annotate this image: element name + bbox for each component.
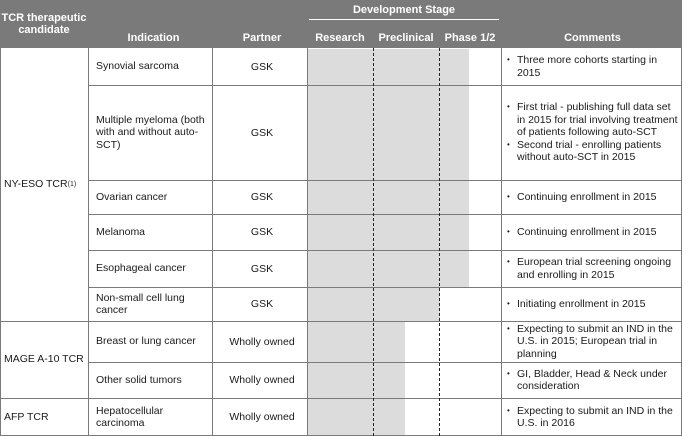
indication-cell: Multiple myeloma (both with and without auto-SCT) (96, 113, 205, 151)
row-divider (0, 321, 682, 322)
table-header (0, 0, 682, 48)
stage-progress-bar (308, 322, 405, 362)
indication-cell: Hepatocellular carcinoma (96, 404, 164, 429)
stage-divider (439, 48, 440, 436)
comments-cell (507, 48, 680, 85)
header-research: Research (315, 32, 365, 44)
candidate-cell (4, 321, 86, 398)
comment-bullet (507, 101, 680, 139)
partner-cell: GSK (250, 262, 274, 275)
comments-cell (507, 214, 680, 250)
comment-text: Continuing enrollment in 2015 (517, 190, 657, 203)
indication-cell: Synovial sarcoma (96, 60, 179, 73)
partner-cell: Wholly owned (229, 411, 295, 423)
candidate-cell: NY-ESO TCR (1) (4, 178, 77, 190)
comments-cell (507, 362, 680, 398)
bullet-icon: • (507, 55, 510, 64)
indication-cell: Non-small cell lung cancer (96, 291, 185, 316)
comments-cell (507, 250, 680, 287)
indication-cell: Other solid tumors (96, 373, 182, 386)
row-divider (88, 362, 682, 363)
comment-text: GI, Bladder, Head & Neck under consideration (517, 367, 667, 392)
stage-progress-bar (308, 399, 405, 436)
comments-cell (507, 85, 680, 180)
comment-bullet (507, 139, 680, 164)
column-divider (307, 48, 308, 436)
column-divider (0, 48, 1, 436)
partner-cell: Wholly owned (229, 374, 295, 386)
bullet-icon: • (507, 102, 510, 112)
column-divider (212, 48, 213, 436)
row-divider (88, 287, 682, 288)
header-preclinical: Preclinical (378, 32, 434, 44)
header-partner: Partner (242, 32, 282, 44)
comment-bullet (507, 405, 680, 430)
comment-text: First trial - publishing full data set in 2015 for trial involving treatment of patients following auto-SCT (517, 101, 678, 139)
stage-progress-bar (308, 181, 469, 214)
partner-cell: GSK (250, 298, 274, 310)
comment-bullet (507, 298, 680, 311)
comment-bullet (507, 323, 680, 361)
bullet-icon: • (507, 139, 510, 149)
comment-bullet (507, 226, 680, 239)
row-divider (88, 180, 682, 181)
stage-progress-bar (308, 49, 469, 85)
column-divider (88, 48, 89, 436)
indication-cell: Ovarian cancer (96, 190, 168, 203)
comment-bullet (507, 368, 680, 393)
comment-text: European trial screening ongoing and enrolling in 2015 (517, 256, 672, 281)
column-divider (501, 48, 502, 436)
comment-text: Second trial - enrolling patients without auto-SCT in 2015 (517, 138, 662, 164)
comment-bullet (507, 256, 680, 281)
stage-progress-bar (308, 363, 405, 398)
bullet-icon: • (507, 226, 510, 236)
candidate-cell (4, 398, 86, 436)
partner-cell: Wholly owned (229, 335, 295, 348)
header-development-stage: Development Stage (352, 4, 456, 16)
comment-text: Continuing enrollment in 2015 (517, 225, 657, 238)
comment-text: Initiating enrollment in 2015 (517, 297, 646, 310)
partner-cell: GSK (250, 126, 274, 139)
comment-bullet (507, 54, 680, 79)
bullet-icon: • (507, 405, 510, 415)
partner-cell: GSK (250, 191, 274, 203)
bullet-icon: • (507, 257, 510, 266)
stage-progress-bar (308, 215, 469, 250)
bullet-icon: • (507, 323, 510, 333)
stage-divider (373, 48, 374, 436)
comments-cell (507, 287, 680, 321)
candidate-name: AFP TCR (4, 410, 49, 423)
comments-cell (507, 321, 680, 362)
comments-cell (507, 180, 680, 214)
indication-cell: Breast or lung cancer (96, 335, 196, 348)
row-divider (88, 85, 682, 86)
header-indication: Indication (127, 32, 180, 44)
stage-progress-bar (308, 288, 440, 321)
stage-underline (309, 19, 499, 20)
indication-cell: Esophageal cancer (96, 262, 186, 275)
stage-progress-bar (308, 86, 469, 180)
bullet-icon: • (507, 298, 510, 308)
header-candidate: TCR therapeutic candidate (1, 12, 87, 36)
comment-text: Expecting to submit an IND in the U.S. in 2015; European trial in planning (517, 322, 673, 360)
comment-bullet (507, 191, 680, 204)
partner-cell: GSK (250, 226, 274, 238)
stage-progress-bar (308, 251, 469, 287)
candidate-name: NY-ESO TCR (4, 178, 68, 190)
bullet-icon: • (507, 191, 510, 201)
indication-cell: Melanoma (96, 225, 146, 238)
header-phase: Phase 1/2 (444, 32, 496, 44)
comment-text: Three more cohorts starting in 2015 (517, 54, 658, 79)
row-divider (88, 250, 682, 251)
comments-cell (507, 398, 680, 436)
row-divider (0, 398, 682, 399)
bullet-icon: • (507, 368, 510, 378)
candidate-name: MAGE A-10 TCR (4, 353, 84, 365)
comment-text: Expecting to submit an IND in the U.S. in 2016 (517, 404, 673, 429)
header-comments: Comments (564, 32, 621, 44)
partner-cell: GSK (250, 60, 274, 73)
row-divider (88, 214, 682, 215)
